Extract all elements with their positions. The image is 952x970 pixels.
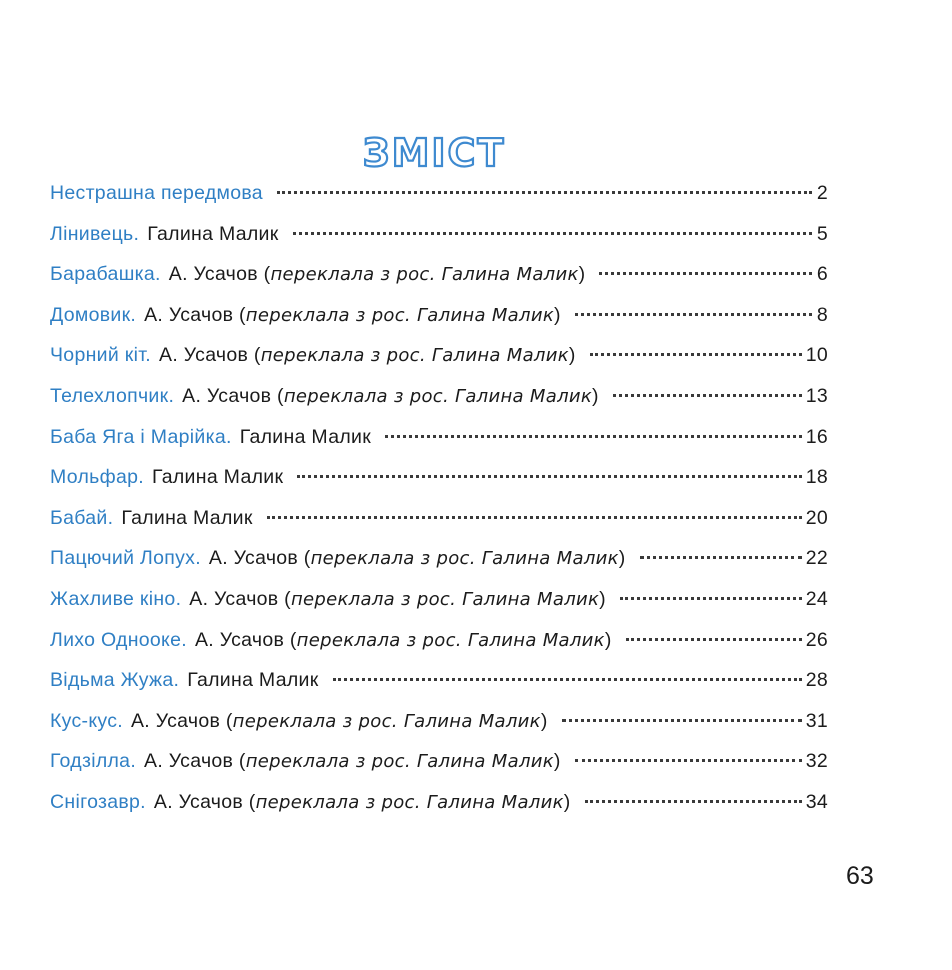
toc-entry[interactable] [50,547,828,588]
dot-leader [620,597,802,600]
toc-entry-author: А. Усачов (переклала з рос. Галина Малик) [168,263,586,286]
toc-entry[interactable] [50,507,828,548]
toc-entry-author-name: А. Усачов [182,384,272,407]
dot-leader [575,759,802,762]
dot-leader [613,394,802,397]
toc-entry-translation-note: переклала з рос. Галина Малик [283,385,593,407]
toc-entry-author-name: А. Усачов [159,344,249,367]
table-of-contents [50,182,828,832]
dot-leader [575,313,812,316]
toc-entry-page: 8 [816,303,828,326]
toc-entry-page: 6 [816,263,828,286]
toc-entry-author [187,669,318,692]
toc-entry-author [152,466,283,489]
toc-entry-page: 28 [805,669,828,692]
toc-entry-author: А. Усачов (переклала з рос. Галина Малик) [208,547,626,570]
dot-leader [385,435,802,438]
toc-entry-page: 13 [805,384,828,407]
toc-entry-author-name: Галина Малик [239,425,372,448]
toc-entry-page: 2 [816,182,828,204]
toc-entry-translation-note: переклала з рос. Галина Малик [255,791,564,813]
toc-entry-page: 10 [805,344,828,367]
toc-entry[interactable] [50,629,828,670]
toc-entry-title: Жахливе кіно. [50,587,182,610]
toc-entry-author: А. Усачов (переклала з рос. Галина Малик) [159,344,576,367]
toc-entry-author-name: Галина Малик [187,669,319,692]
toc-entry[interactable] [50,223,828,264]
page-title: ЗМІСТ [362,131,506,176]
toc-entry-author-name: А. Усачов [153,790,244,813]
toc-entry-page: 32 [805,750,828,773]
toc-entry[interactable] [50,669,828,710]
toc-entry-author-name: А. Усачов [194,628,285,651]
toc-entry[interactable] [50,182,828,223]
toc-entry-title: Барабашка. [50,263,161,286]
toc-entry-title: Снігозавр. [50,790,146,813]
toc-entry-page: 31 [805,709,828,732]
toc-entry[interactable] [50,750,828,791]
toc-entry-translation-note: переклала з рос. Галина Малик [270,264,579,286]
toc-entry-translation-note: переклала з рос. Галина Малик [232,710,541,732]
toc-entry-title: Лихо Однооке. [50,628,187,651]
toc-entry-author-name: Галина Малик [151,466,284,489]
toc-entry-translation-note: переклала з рос. Галина Малик [296,629,605,651]
toc-entry-title: Пацючий Лопух. [50,547,201,570]
toc-entry-translation-note: переклала з рос. Галина Малик [260,345,569,367]
dot-leader [640,556,802,559]
toc-entry-title: Кус-кус. [50,709,123,732]
toc-entry-author-name: А. Усачов [144,750,234,773]
toc-entry-author-name: А. Усачов [144,303,234,326]
toc-entry[interactable] [50,344,828,385]
toc-entry-author: А. Усачов (переклала з рос. Галина Малик) [144,750,561,773]
toc-entry-page: 26 [805,628,828,651]
dot-leader [267,516,802,519]
toc-entry-author-name: А. Усачов [208,547,299,570]
toc-entry[interactable] [50,304,828,345]
toc-entry-page: 22 [805,547,828,570]
toc-entry-translation-note: переклала з рос. Галина Малик [245,304,554,326]
toc-entry-author: А. Усачов (переклала з рос. Галина Малик) [182,384,599,407]
dot-leader [585,800,802,803]
toc-entry-title: Чорний кіт. [50,344,152,367]
toc-entry-author [147,223,278,246]
toc-entry-title: Баба Яга і Марійка. [50,425,232,448]
dot-leader [277,191,812,194]
toc-entry-page: 34 [805,790,828,813]
dot-leader [590,353,802,356]
dot-leader [293,232,812,235]
toc-entry-author: А. Усачов (переклала з рос. Галина Малик) [153,790,571,813]
toc-entry[interactable] [50,588,828,629]
toc-entry-title: Годзілла. [50,750,137,773]
toc-entry-author-name: А. Усачов [189,587,279,610]
toc-entry-author [240,426,371,449]
toc-entry-author [121,507,252,530]
toc-entry-author-name: А. Усачов [168,263,258,286]
dot-leader [562,719,802,722]
toc-entry-title: Бабай. [50,506,114,529]
page-number: 63 [846,862,874,890]
toc-entry-page: 18 [805,466,828,489]
toc-entry[interactable] [50,791,828,832]
toc-entry[interactable] [50,466,828,507]
toc-entry[interactable] [50,710,828,751]
toc-entry-author: А. Усачов (переклала з рос. Галина Малик) [194,628,612,651]
toc-entry-page: 5 [816,222,828,245]
toc-entry[interactable] [50,426,828,467]
toc-entry-title: Відьма Жужа. [50,669,180,692]
toc-entry[interactable] [50,385,828,426]
dot-leader [333,678,802,681]
dot-leader [626,638,802,641]
toc-entry-page: 20 [805,506,828,529]
toc-entry-title: Нестрашна передмова [50,182,263,204]
toc-entry-title: Лінивець. [50,222,140,245]
toc-entry-author-name: Галина Малик [147,222,279,245]
toc-entry-translation-note: переклала з рос. Галина Малик [245,751,554,773]
toc-entry-author-name: А. Усачов [130,709,221,732]
dot-leader [599,272,812,275]
toc-entry-title: Телехлопчик. [50,384,175,407]
toc-entry-title: Мольфар. [50,466,144,489]
toc-entry-author: А. Усачов (переклала з рос. Галина Малик) [130,709,548,732]
toc-entry-title: Домовик. [50,303,137,326]
toc-entry-author: А. Усачов (переклала з рос. Галина Малик) [189,587,606,610]
toc-entry-translation-note: переклала з рос. Галина Малик [290,588,600,610]
toc-entry-page: 24 [805,587,828,610]
toc-entry-author-name: Галина Малик [121,506,253,529]
dot-leader [297,475,801,478]
toc-entry-page: 16 [805,425,828,448]
toc-entry-translation-note: переклала з рос. Галина Малик [310,548,619,570]
toc-entry[interactable] [50,263,828,304]
toc-entry-author: А. Усачов (переклала з рос. Галина Малик) [144,303,561,326]
